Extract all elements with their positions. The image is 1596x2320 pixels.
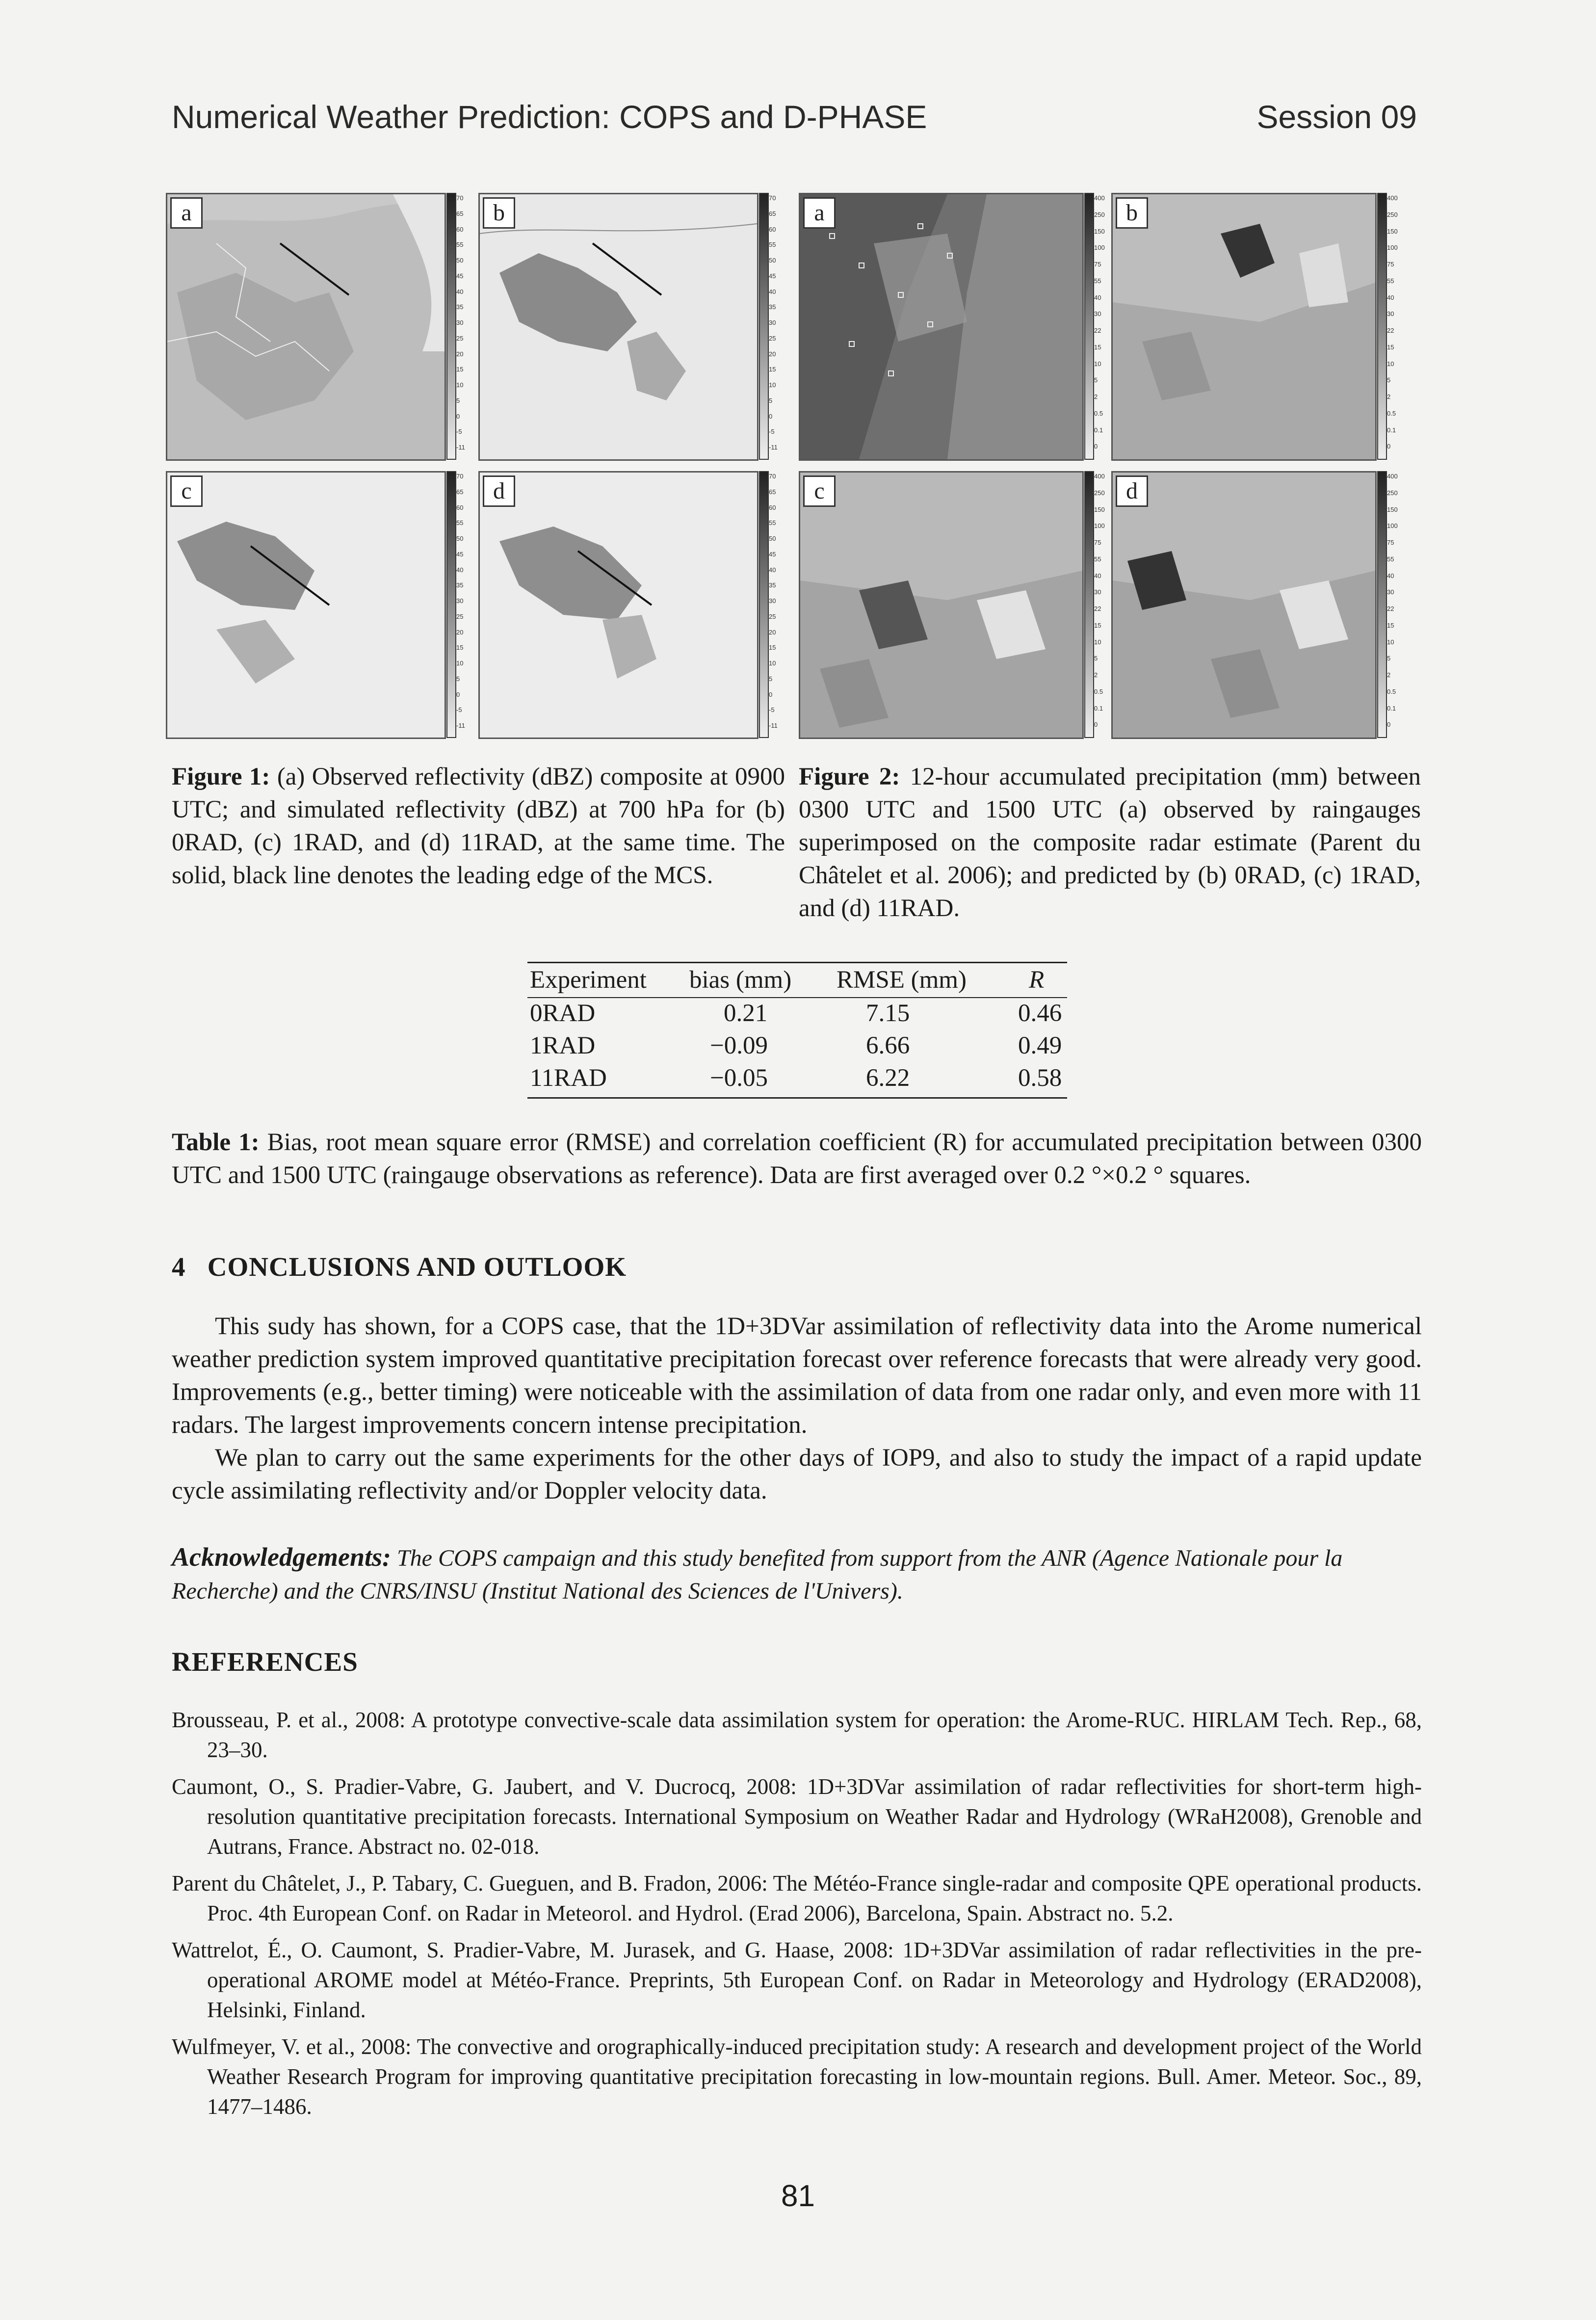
panel-label: b: [1116, 197, 1148, 229]
acknowledgements-label: Acknowledgements:: [172, 1542, 391, 1572]
table-cell: 0RAD: [530, 1000, 596, 1027]
colorbar-tick-label: 0: [1094, 443, 1098, 450]
colorbar-tick-label: 10: [456, 659, 464, 667]
colorbar-tick-label: 0: [769, 690, 773, 698]
colorbar-tick-label: 40: [769, 566, 776, 574]
colorbar-tick-label: 5: [769, 675, 773, 683]
colorbar-tick-label: 30: [1094, 310, 1101, 318]
figure2-panel-c: [799, 471, 1084, 739]
colorbar-tick-label: -11: [769, 444, 778, 451]
colorbar-tick-label: 100: [1387, 522, 1398, 530]
table-header-cell: R: [1029, 966, 1045, 994]
table-row: [527, 1031, 1067, 1064]
colorbar-tick-label: 25: [456, 334, 464, 342]
figure1-panel-b: [478, 193, 759, 461]
colorbar-tick-label: 150: [1094, 505, 1105, 513]
table1-caption-text: Bias, root mean square error (RMSE) and correlation coefficient (R) for accumulated precipitation between 0300 UTC and 1500 UTC (raingauge observations as reference). Data are first averaged over 0.2 °×0.2 ° squares.: [172, 1129, 1422, 1189]
colorbar-tick-label: 22: [1094, 327, 1101, 334]
table-cell: 0.21: [724, 1000, 768, 1027]
colorbar-tick-label: 55: [769, 241, 776, 249]
figure1-caption-label: Figure 1:: [172, 763, 270, 791]
colorbar-tick-label: 35: [769, 303, 776, 311]
colorbar-tick-label: 0.1: [1094, 426, 1103, 434]
figure1-caption: [172, 761, 785, 892]
colorbar-tick-label: 0: [769, 412, 773, 420]
colorbar-tick-label: 60: [456, 225, 464, 233]
colorbar-tick-label: 60: [456, 503, 464, 511]
panel-label: d: [483, 475, 515, 507]
table1-caption: [172, 1126, 1422, 1192]
figure1-colorbar: [446, 471, 456, 738]
colorbar-tick-label: 75: [1094, 539, 1101, 546]
colorbar-tick-label: -11: [456, 444, 465, 451]
colorbar-tick-label: 0: [456, 412, 460, 420]
colorbar-tick-label: 30: [1387, 588, 1394, 596]
colorbar-tick-label: 20: [769, 628, 776, 636]
figure1-colorbar: [759, 471, 769, 738]
colorbar-tick-label: 60: [769, 503, 776, 511]
colorbar-tick-label: 2: [1094, 671, 1098, 679]
figure2-caption-label: Figure 2:: [799, 763, 900, 791]
colorbar-tick-label: 100: [1387, 244, 1398, 252]
figure1-caption-text: (a) Observed reflectivity (dBZ) composite at 0900 UTC; and simulated reflectivity (dBZ) at 700 hPa for (b) 0RAD, (c) 1RAD, and (d) 11RAD, at the same time. The solid, black line denotes the leading edge of the MCS.: [172, 763, 785, 889]
table-cell: −0.05: [710, 1064, 768, 1092]
colorbar-tick-label: 0: [456, 690, 460, 698]
colorbar-tick-label: 55: [1387, 555, 1394, 563]
colorbar-tick-label: 250: [1094, 211, 1105, 218]
colorbar-tick-label: -11: [456, 722, 465, 730]
colorbar-tick-label: 10: [1094, 638, 1101, 646]
colorbar-tick-label: 30: [1387, 310, 1394, 318]
colorbar-tick-label: 55: [1094, 555, 1101, 563]
colorbar-tick-label: 40: [1387, 293, 1394, 301]
figure1-panel-a: [166, 193, 446, 461]
paragraph: We plan to carry out the same experiments for the other days of IOP9, and also to study the impact of a rapid update cycle assimilating reflectivity and/or Doppler velocity data.: [172, 1444, 1422, 1504]
colorbar-tick-label: 50: [456, 257, 464, 264]
colorbar-tick-label: 2: [1387, 671, 1391, 679]
panel-label: c: [170, 475, 203, 507]
colorbar-tick-label: 50: [456, 535, 464, 543]
table-header-cell: RMSE (mm): [837, 966, 967, 994]
reference-item: Parent du Châtelet, J., P. Tabary, C. Gueguen, and B. Fradon, 2006: The Météo-France single-radar and composite QPE operational products. Proc. 4th European Conf. on Radar in Meteorol. and Hydrol. (Erad 2006), Barcelona, Spain. Abstract no. 5.2.: [172, 1871, 1422, 1925]
colorbar-tick-label: 40: [1094, 572, 1101, 580]
table-header-rule: [527, 997, 1067, 998]
colorbar-tick-label: 60: [769, 225, 776, 233]
colorbar-tick-label: 20: [769, 350, 776, 358]
colorbar-tick-label: 30: [1094, 588, 1101, 596]
colorbar-tick-label: 0.5: [1387, 409, 1396, 417]
colorbar-tick-label: 5: [456, 675, 460, 683]
colorbar-tick-label: 15: [1094, 343, 1101, 351]
colorbar-tick-label: 400: [1387, 194, 1398, 202]
table-cell: −0.09: [710, 1032, 768, 1059]
table-header-row: [527, 966, 1067, 998]
table-row: [527, 1064, 1067, 1096]
running-header-session: Session 09: [1256, 99, 1417, 135]
colorbar-tick-label: 45: [769, 272, 776, 280]
colorbar-tick-label: 55: [456, 241, 464, 249]
colorbar-tick-label: 5: [1387, 376, 1391, 384]
figure2-caption-text: 12-hour accumulated precipitation (mm) between 0300 UTC and 1500 UTC (a) observed by raingauges superimposed on the composite radar estimate (Parent du Châtelet et al. 2006); and predicted by (b) 0RAD, (c) 1RAD, and (d) 11RAD.: [799, 763, 1421, 922]
colorbar-tick-label: 20: [456, 628, 464, 636]
table-cell: 6.22: [866, 1064, 910, 1092]
colorbar-tick-label: 40: [1387, 572, 1394, 580]
colorbar-tick-label: 5: [769, 396, 773, 404]
colorbar-tick-label: 15: [456, 366, 464, 373]
figure2-panel-d: [1111, 471, 1377, 739]
table-cell: 11RAD: [530, 1064, 607, 1092]
colorbar-tick-label: 2: [1094, 393, 1098, 400]
colorbar-tick-label: 15: [769, 644, 776, 652]
colorbar-tick-label: 10: [1387, 360, 1394, 368]
colorbar-tick-label: 25: [456, 612, 464, 620]
colorbar-tick-label: 40: [456, 566, 464, 574]
table-top-rule: [527, 962, 1067, 963]
colorbar-tick-label: 65: [769, 210, 776, 217]
colorbar-tick-label: 15: [1387, 621, 1394, 629]
figure1-panel-d: [478, 471, 759, 739]
table-cell: 7.15: [866, 1000, 910, 1027]
panel-label: d: [1116, 475, 1148, 507]
colorbar-tick-label: 0.1: [1094, 704, 1103, 712]
colorbar-tick-label: -5: [456, 706, 462, 714]
reference-item: Brousseau, P. et al., 2008: A prototype convective-scale data assimilation system for operation: the Arome-RUC. HIRLAM Tech. Rep., 68, 23–30.: [172, 1708, 1422, 1762]
reference-item: Caumont, O., S. Pradier-Vabre, G. Jaubert, and V. Ducrocq, 2008: 1D+3DVar assimilation of radar reflectivities for short-term high-resolution quantitative precipitation forecasts. International Symposium on Weather Radar and Hydrology (WRaH2008), Grenoble and Autrans, France. Abstract no. 02-018.: [172, 1774, 1422, 1859]
colorbar-tick-label: 55: [769, 519, 776, 527]
colorbar-tick-label: 70: [456, 194, 464, 202]
colorbar-tick-label: 2: [1387, 393, 1391, 400]
colorbar-tick-label: 65: [456, 488, 464, 496]
colorbar-tick-label: 50: [769, 535, 776, 543]
colorbar-tick-label: 35: [769, 581, 776, 589]
colorbar-tick-label: 15: [769, 366, 776, 373]
colorbar-tick-label: 15: [456, 644, 464, 652]
colorbar-tick-label: 45: [456, 550, 464, 558]
panel-label: a: [803, 197, 836, 229]
table-row: [527, 999, 1067, 1031]
colorbar-tick-label: 400: [1387, 473, 1398, 480]
colorbar-tick-label: 70: [456, 473, 464, 480]
colorbar-tick-label: 15: [1094, 621, 1101, 629]
colorbar-tick-label: 250: [1387, 211, 1398, 218]
colorbar-tick-label: 75: [1094, 261, 1101, 268]
table-bottom-rule: [527, 1097, 1067, 1099]
colorbar-tick-label: -5: [769, 706, 775, 714]
colorbar-tick-label: 5: [1387, 655, 1391, 662]
colorbar-tick-label: 250: [1094, 489, 1105, 497]
colorbar-tick-label: 10: [769, 659, 776, 667]
colorbar-tick-label: 25: [769, 334, 776, 342]
colorbar-tick-label: 0: [1387, 721, 1391, 729]
colorbar-tick-label: 65: [456, 210, 464, 217]
colorbar-tick-label: 0.1: [1387, 426, 1396, 434]
colorbar-tick-label: 15: [1387, 343, 1394, 351]
colorbar-tick-label: 35: [456, 303, 464, 311]
panel-label: b: [483, 197, 515, 229]
figure2-colorbar: [1377, 193, 1387, 460]
figure1-colorbar: [446, 193, 456, 460]
colorbar-tick-label: 150: [1387, 227, 1398, 235]
panel-label: c: [803, 475, 836, 507]
reference-item: Wattrelot, É., O. Caumont, S. Pradier-Vabre, M. Jurasek, and G. Haase, 2008: 1D+3DVar assimilation of radar reflectivities in the pre-operational AROME model at Météo-France. Preprints, 5th European Conf. on Radar in Meteorology and Hydrology (ERAD2008), Helsinki, Finland.: [172, 1938, 1422, 2022]
colorbar-tick-label: 0.5: [1094, 687, 1103, 695]
colorbar-tick-label: 50: [769, 257, 776, 264]
colorbar-tick-label: 40: [1094, 293, 1101, 301]
colorbar-tick-label: 30: [456, 319, 464, 327]
colorbar-tick-label: 40: [456, 288, 464, 295]
colorbar-tick-label: 55: [1094, 277, 1101, 285]
table-cell: 6.66: [866, 1032, 910, 1059]
section4-body: [172, 1310, 1422, 1507]
colorbar-tick-label: 20: [456, 350, 464, 358]
colorbar-tick-label: 100: [1094, 522, 1105, 530]
table-header-cell: bias (mm): [689, 966, 792, 994]
section-heading: 4 CONCLUSIONS AND OUTLOOK: [172, 1252, 627, 1282]
colorbar-tick-label: 0.5: [1387, 687, 1396, 695]
paragraph: This sudy has shown, for a COPS case, that the 1D+3DVar assimilation of reflectivity data into the Arome numerical weather prediction system improved quantitative precipitation forecast over reference forecasts that were already very good. Improvements (e.g., better timing) were noticeable with the assimilation of data from one radar only, and even more with 11 radars. The largest improvements concern intense precipitation.: [172, 1313, 1422, 1439]
colorbar-tick-label: 25: [769, 612, 776, 620]
table1-caption-label: Table 1:: [172, 1129, 260, 1156]
colorbar-tick-label: 0.5: [1094, 409, 1103, 417]
colorbar-tick-label: 45: [769, 550, 776, 558]
table-cell: 0.49: [1018, 1032, 1062, 1059]
colorbar-tick-label: 22: [1387, 327, 1394, 334]
table-cell: 1RAD: [530, 1032, 596, 1059]
colorbar-tick-label: 70: [769, 194, 776, 202]
figure2-colorbar: [1084, 471, 1094, 738]
colorbar-tick-label: 75: [1387, 539, 1394, 546]
colorbar-tick-label: -5: [456, 428, 462, 436]
colorbar-tick-label: 30: [769, 319, 776, 327]
running-header-title: Numerical Weather Prediction: COPS and D-PHASE: [172, 99, 927, 135]
colorbar-tick-label: 10: [1094, 360, 1101, 368]
table-header-cell: Experiment: [530, 966, 647, 994]
colorbar-tick-label: 22: [1387, 605, 1394, 612]
colorbar-tick-label: 10: [456, 381, 464, 389]
colorbar-tick-label: 10: [1387, 638, 1394, 646]
figure2-caption: [799, 761, 1421, 925]
colorbar-tick-label: 30: [769, 597, 776, 605]
colorbar-tick-label: 5: [1094, 376, 1098, 384]
colorbar-tick-label: 5: [456, 396, 460, 404]
colorbar-tick-label: 0.1: [1387, 704, 1396, 712]
figure1-colorbar: [759, 193, 769, 460]
colorbar-tick-label: 65: [769, 488, 776, 496]
figure1-panel-c: [166, 471, 446, 739]
colorbar-tick-label: 0: [1094, 721, 1098, 729]
colorbar-tick-label: 0: [1387, 443, 1391, 450]
colorbar-tick-label: 150: [1094, 227, 1105, 235]
colorbar-tick-label: 30: [456, 597, 464, 605]
colorbar-tick-label: 100: [1094, 244, 1105, 252]
colorbar-tick-label: 35: [456, 581, 464, 589]
colorbar-tick-label: -5: [769, 428, 775, 436]
colorbar-tick-label: 5: [1094, 655, 1098, 662]
acknowledgements-text: The COPS campaign and this study benefited from support from the ANR (Agence Nationale pour la Recherche) and the CNRS/INSU (Institut National des Sciences de l'Univers).: [172, 1545, 1343, 1604]
colorbar-tick-label: 45: [456, 272, 464, 280]
colorbar-tick-label: 75: [1387, 261, 1394, 268]
colorbar-tick-label: 40: [769, 288, 776, 295]
reference-item: Wulfmeyer, V. et al., 2008: The convective and orographically-induced precipitation study: A research and development project of the World Weather Research Program for improving quantitative precipitation forecasting in low-mountain regions. Bull. Amer. Meteor. Soc., 89, 1477–1486.: [172, 2034, 1422, 2119]
table-cell: 0.46: [1018, 1000, 1062, 1027]
colorbar-tick-label: 400: [1094, 473, 1105, 480]
references-heading: REFERENCES: [172, 1647, 358, 1677]
colorbar-tick-label: 22: [1094, 605, 1101, 612]
colorbar-tick-label: 150: [1387, 505, 1398, 513]
colorbar-tick-label: 55: [456, 519, 464, 527]
colorbar-tick-label: 400: [1094, 194, 1105, 202]
colorbar-tick-label: 70: [769, 473, 776, 480]
figure2-colorbar: [1377, 471, 1387, 738]
figure2-panel-a: [799, 193, 1084, 461]
colorbar-tick-label: 250: [1387, 489, 1398, 497]
colorbar-tick-label: -11: [769, 722, 778, 730]
figure2-panel-b: [1111, 193, 1377, 461]
acknowledgements: [172, 1541, 1422, 1608]
reference-list: [172, 1705, 1422, 2129]
figure2-colorbar: [1084, 193, 1094, 460]
table-cell: 0.58: [1018, 1064, 1062, 1092]
colorbar-tick-label: 10: [769, 381, 776, 389]
panel-label: a: [170, 197, 203, 229]
page-number: 81: [781, 2179, 815, 2213]
colorbar-tick-label: 55: [1387, 277, 1394, 285]
